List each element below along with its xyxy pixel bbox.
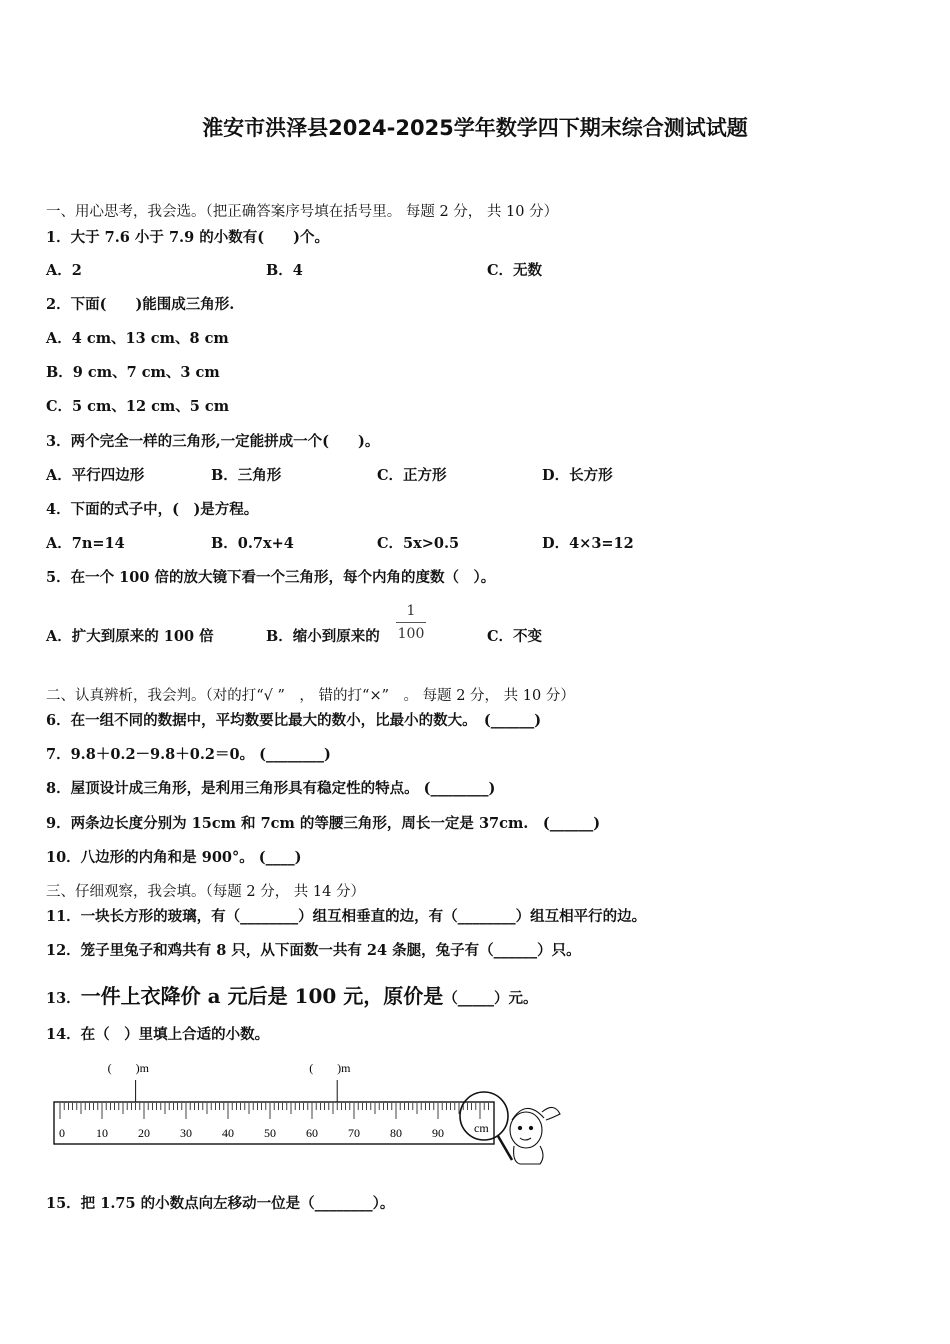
q8-text: 8．屋顶设计成三角形，是利用三角形具有稳定性的特点。 (________) [46,780,496,797]
magnifier-handle [498,1136,512,1160]
q4-option-c: C．5x>0.5 [377,535,460,552]
ruler-label: 40 [222,1126,234,1140]
girl-eye-right [529,1126,532,1129]
q12-text: 12．笼子里兔子和鸡共有 8 只，从下面数一共有 24 条腿，兔子有（______）只。 [46,942,581,959]
page-title: 淮安市洪泽县2024-2025学年数学四下期末综合测试试题 [202,116,748,140]
q1-stem: 1．大于 7.6 小于 7.9 的小数有( )个。 [46,229,329,246]
fraction-bar [396,622,426,623]
ruler-label: 60 [306,1126,318,1140]
q13-line [46,986,538,1009]
q11-text: 11．一块长方形的玻璃，有（________）组互相垂直的边，有（________）组互相平行的边。 [46,908,647,925]
q1-option-c: C．无数 [487,262,543,279]
girl-mouth [520,1138,531,1140]
q3-option-b: B．三角形 [211,467,282,484]
ruler-label: 20 [138,1126,150,1140]
q2-option-c: C．5 cm、12 cm、5 cm [46,398,230,415]
ruler-label: 0 [59,1126,65,1140]
q5-option-b: B．缩小到原来的 [266,628,380,645]
girl-eye-left [518,1126,521,1129]
girl-face [510,1112,542,1148]
q4-option-b: B．0.7x+4 [211,535,294,552]
fraction-numerator: 1 [406,603,416,619]
q1-option-b: B．4 [266,262,303,279]
ruler-label: 70 [348,1126,360,1140]
q3-option-a: A．平行四边形 [46,467,145,484]
q4-stem: 4．下面的式子中，( )是方程。 [46,501,259,518]
girl-cartoon [510,1107,560,1164]
girl-hair [512,1108,544,1120]
fraction-denominator: 100 [397,626,425,642]
q1-option-a: A．2 [46,262,82,279]
section1-heading: 一、用心思考，我会选。（把正确答案序号填在括号里。 每题 2 分， 共 10 分） [46,204,559,220]
marker-1-label: ( )m [107,1061,149,1075]
q2-option-b: B．9 cm、7 cm、3 cm [46,364,220,381]
girl-bow [542,1107,560,1120]
q15-text: 15．把 1.75 的小数点向左移动一位是（________）。 [46,1195,395,1212]
q2-stem: 2．下面( )能围成三角形. [46,296,235,313]
q5-option-a: A．扩大到原来的 100 倍 [46,628,214,645]
q4-option-d: D．4×3=12 [542,535,634,552]
ruler-unit: cm [474,1121,489,1135]
q3-stem: 3．两个完全一样的三角形,一定能拼成一个( )。 [46,433,380,450]
ruler-label: 30 [180,1126,192,1140]
marker-2-label: ( )m [309,1061,351,1075]
q7-text: 7．9.8＋0.2－9.8＋0.2＝0。 (________) [46,746,331,763]
section3-heading: 三、仔细观察，我会填。（每题 2 分， 共 14 分） [46,884,365,900]
q2-option-a: A．4 cm、13 cm、8 cm [46,330,229,347]
fraction-one-hundredth [396,602,426,643]
q3-option-d: D．长方形 [542,467,613,484]
q4-option-a: A．7n=14 [46,535,125,552]
ruler-svg [46,1058,566,1170]
q6-text: 6．在一组不同的数据中，平均数要比最大的数小，比最小的数大。 (______) [46,712,542,729]
q10-text: 10．八边形的内角和是 900°。 (____) [46,849,302,866]
q13-text: 一件上衣降价 a 元后是 100 元，原价是 [80,984,444,1008]
girl-body [514,1146,543,1164]
q13-number: 13． [46,990,81,1007]
section2-heading: 二、认真辨析，我会判。（对的打“√ ” ， 错的打“×” 。 每题 2 分， 共 10 分） [46,688,575,704]
ruler-label: 10 [96,1126,108,1140]
ruler-label: 50 [264,1126,276,1140]
q5-option-c: C．不变 [487,628,543,645]
ruler-figure [46,1058,566,1170]
ruler-label: 90 [432,1126,444,1140]
q14-text: 14．在（ ）里填上合适的小数。 [46,1026,270,1043]
q13-blank: （_____）元。 [443,990,538,1007]
q5-stem: 5．在一个 100 倍的放大镜下看一个三角形，每个内角的度数（ ）。 [46,569,496,586]
ruler-label: 80 [390,1126,402,1140]
q9-text: 9．两条边长度分别为 15cm 和 7cm 的等腰三角形，周长一定是 37cm. (______) [46,815,601,832]
q3-option-c: C．正方形 [377,467,447,484]
